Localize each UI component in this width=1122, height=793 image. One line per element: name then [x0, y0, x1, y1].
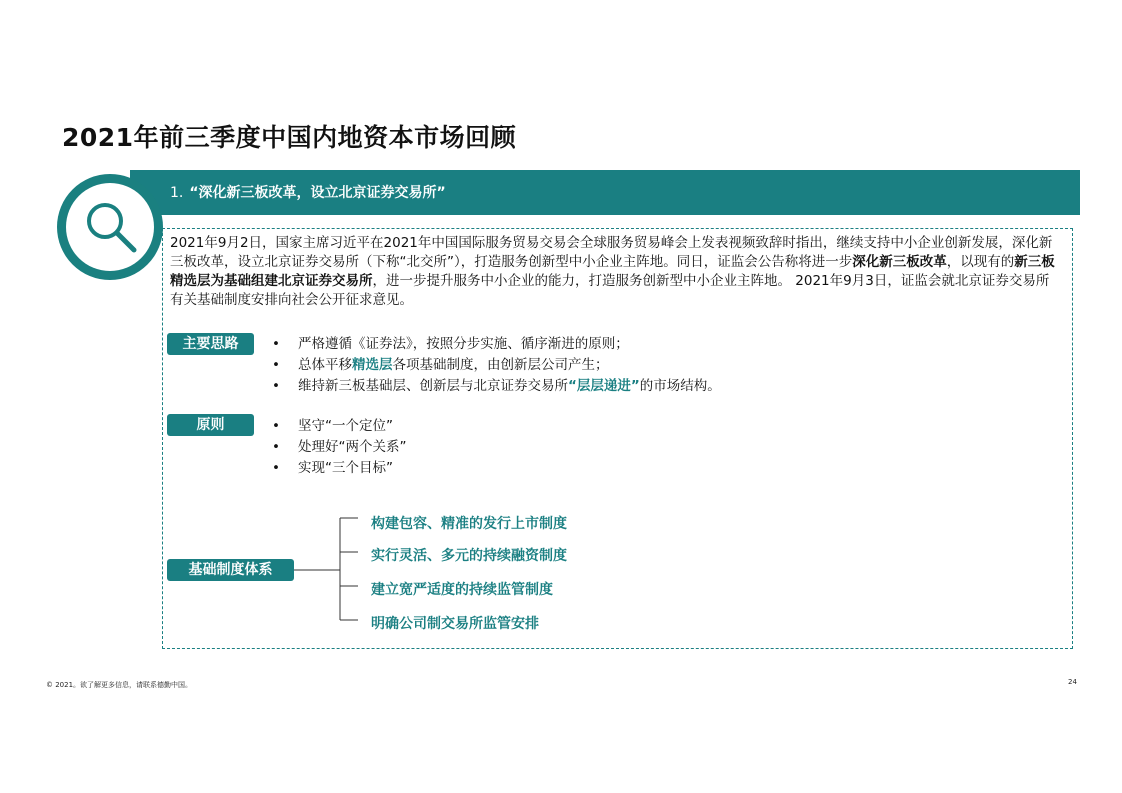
- bullet: •: [272, 357, 280, 373]
- intro-paragraph: [170, 234, 1055, 310]
- system-item: 实行灵活、多元的持续融资制度: [371, 548, 567, 564]
- list-item: [272, 437, 407, 458]
- page-title: 2021年前三季度中国内地资本市场回顾: [62, 123, 517, 152]
- section-banner: [130, 170, 1080, 215]
- section-heading-text: “深化新三板改革，设立北京证券交易所”: [189, 185, 446, 201]
- bullet: •: [272, 378, 280, 394]
- tree-connector: [292, 512, 372, 632]
- intro-bold: 深化新三板改革: [852, 254, 947, 270]
- section-number: 1.: [170, 185, 184, 201]
- intro-bold: 新三板精选层为基础组建北京证券交易所: [170, 254, 1055, 289]
- system-item: 构建包容、精准的发行上市制度: [371, 516, 567, 532]
- system-item: 建立宽严适度的持续监管制度: [371, 582, 553, 598]
- system-tag: 基础制度体系: [167, 559, 294, 581]
- list-item-text: 的市场结构。: [639, 378, 721, 394]
- principles-list: [272, 416, 407, 479]
- list-item: [272, 334, 721, 355]
- highlight-text: 精选层: [352, 357, 393, 373]
- list-item-text: 坚守“一个定位”: [298, 418, 393, 434]
- intro-text: 2021年9月2日，国家主席习近平在2021年中国国际服务贸易交易会全球服务贸易峰会上发表视频致辞时指出，继续支持中小企业创新发展，深化新三板改革，设立北京证券交易所（下称“北交所”），打造服务创新型中小企业主阵地。同日，证监会公告称将进一步: [170, 235, 1053, 270]
- footer-copyright: © 2021。欲了解更多信息，请联系德勤中国。: [46, 681, 193, 689]
- highlight-text: “层层递进”: [568, 378, 640, 394]
- bullet: •: [272, 336, 280, 352]
- list-item: [272, 416, 407, 437]
- list-item-text: 处理好“两个关系”: [298, 439, 407, 455]
- search-icon: [84, 200, 140, 256]
- list-item-text: 严格遵循《证券法》，按照分步实施、循序渐进的原则；: [298, 336, 629, 352]
- list-item: [272, 458, 407, 479]
- intro-text: ，以现有的: [946, 254, 1015, 270]
- page-number: 24: [1068, 678, 1077, 686]
- bullet: •: [272, 418, 280, 434]
- main-ideas-list: [272, 334, 721, 397]
- list-item-text: 实现“三个目标”: [298, 460, 393, 476]
- search-badge: [57, 174, 163, 280]
- bullet: •: [272, 439, 280, 455]
- list-item-text: 各项基础制度，由创新层公司产生；: [392, 357, 609, 373]
- main-ideas-tag: 主要思路: [167, 333, 254, 355]
- bullet: •: [272, 460, 280, 476]
- list-item: [272, 376, 721, 397]
- list-item-text: 总体平移: [298, 357, 352, 373]
- principles-tag: 原则: [167, 414, 254, 436]
- system-item: 明确公司制交易所监管安排: [371, 616, 539, 632]
- intro-text: ，进一步提升服务中小企业的能力，打造服务创新型中小企业主阵地。 2021年9月3日，证监会就北京证券交易所有关基础制度安排向社会公开征求意见。: [170, 273, 1050, 308]
- section-heading: [170, 182, 446, 202]
- list-item: [272, 355, 721, 376]
- list-item-text: 维持新三板基础层、创新层与北京证券交易所: [298, 378, 568, 394]
